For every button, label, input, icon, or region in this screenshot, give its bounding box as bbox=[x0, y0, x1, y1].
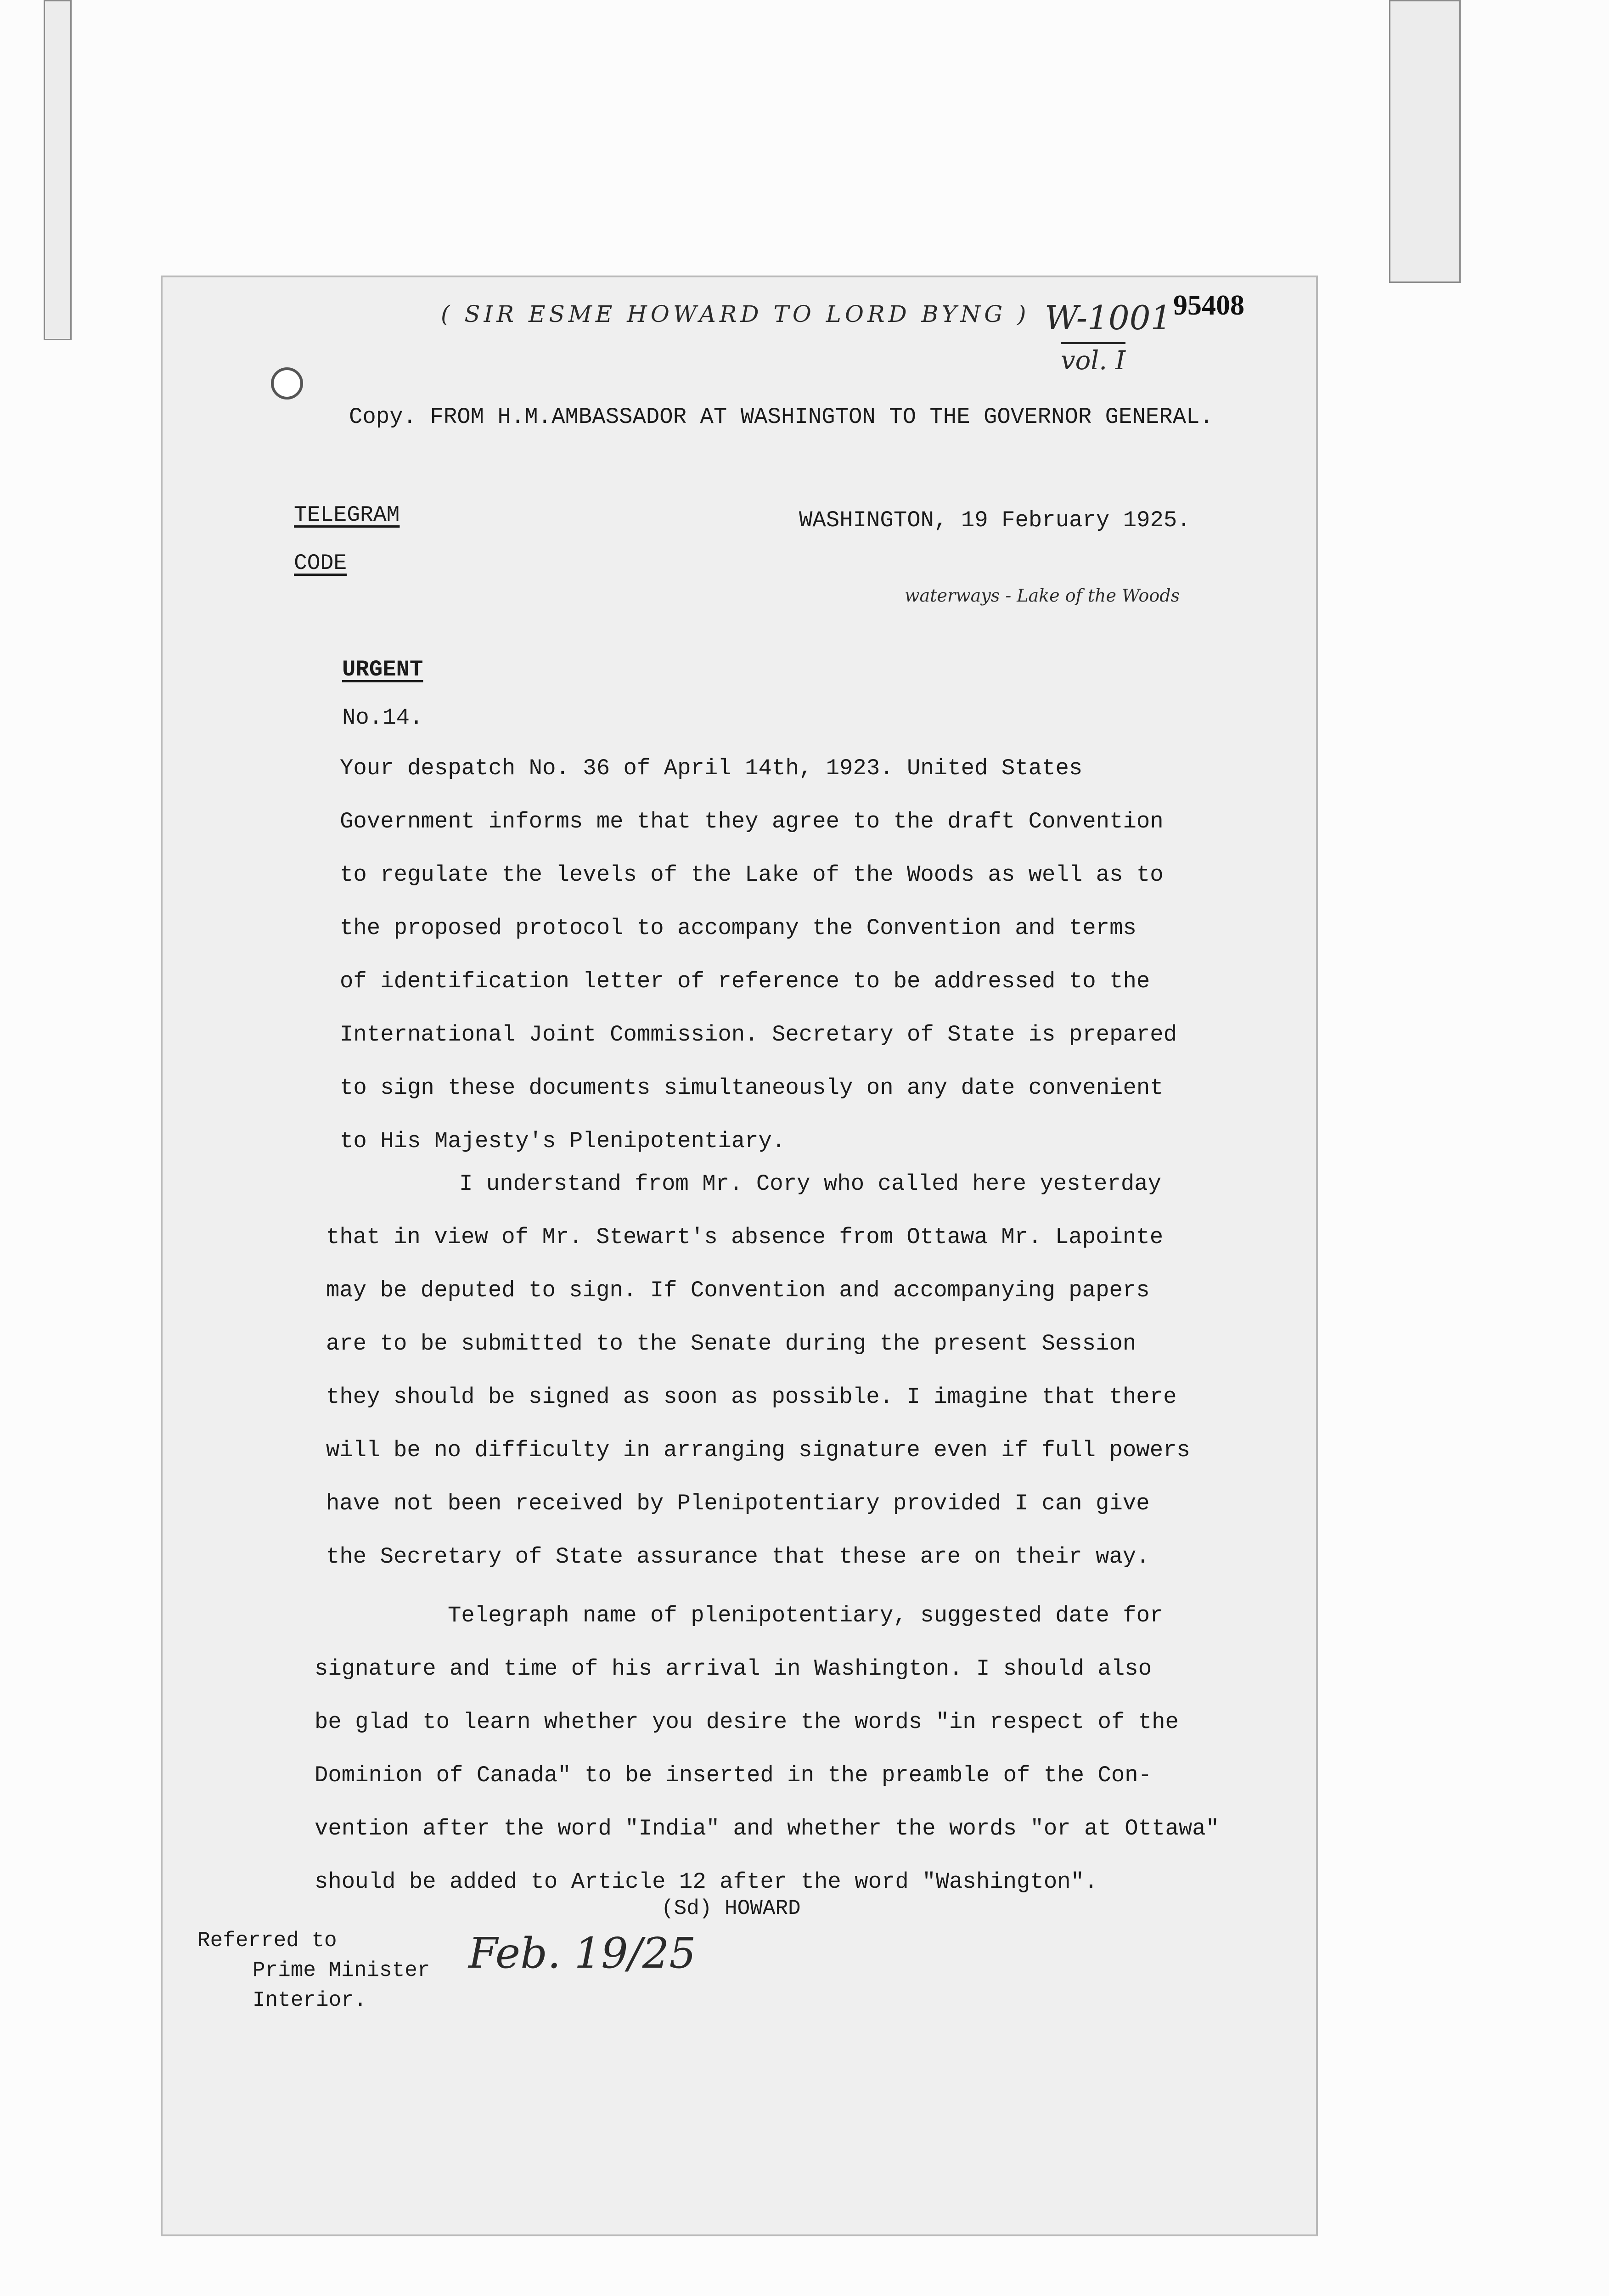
referral-handwritten-date: Feb. 19/25 bbox=[468, 1929, 696, 1978]
paragraph-2-line: I understand from Mr. Cory who called here yesterday bbox=[459, 1171, 1162, 1197]
paragraph-1-line: to sign these documents simultaneously on any date convenient bbox=[340, 1075, 1164, 1101]
paragraph-2-line: that in view of Mr. Stewart's absence from Ottawa Mr. Lapointe bbox=[326, 1224, 1164, 1250]
film-clip-top-left bbox=[44, 0, 72, 340]
file-reference-volume: vol. I bbox=[1061, 342, 1125, 376]
paragraph-1-line: of identification letter of reference to be addressed to the bbox=[340, 968, 1150, 994]
paragraph-2-line: they should be signed as soon as possible. I imagine that there bbox=[326, 1384, 1177, 1410]
urgency-label: URGENT bbox=[342, 657, 423, 682]
paragraph-3 bbox=[315, 1589, 1219, 1908]
paragraph-3-line: be glad to learn whether you desire the words "in respect of the bbox=[315, 1709, 1179, 1735]
paragraph-2 bbox=[326, 1157, 1190, 1583]
paragraph-1-line: Your despatch No. 36 of April 14th, 1923. United States bbox=[340, 755, 1083, 781]
paragraph-1-line: to regulate the levels of the Lake of the Woods as well as to bbox=[340, 862, 1164, 888]
paragraph-2-line: may be deputed to sign. If Convention and accompanying papers bbox=[326, 1277, 1150, 1303]
paragraph-3-line: should be added to Article 12 after the word "Washington". bbox=[315, 1869, 1098, 1895]
paragraph-1-line: the proposed protocol to accompany the Convention and terms bbox=[340, 915, 1136, 941]
file-reference-number: W-1001 bbox=[1045, 298, 1172, 337]
paragraph-2-line: will be no difficulty in arranging signature even if full powers bbox=[326, 1437, 1190, 1463]
signature-line: (Sd) HOWARD bbox=[661, 1896, 801, 1920]
paragraph-3-line: vention after the word "India" and whether the words "or at Ottawa" bbox=[315, 1816, 1220, 1841]
paragraph-2-line: are to be submitted to the Senate during the present Session bbox=[326, 1331, 1136, 1356]
referral-line-3: Interior. bbox=[253, 1988, 367, 2012]
paragraph-2-line: have not been received by Plenipotentiary provided I can give bbox=[326, 1491, 1150, 1516]
paragraph-1-line: to His Majesty's Plenipotentiary. bbox=[340, 1128, 786, 1154]
telegram-number: No.14. bbox=[342, 705, 423, 731]
punch-hole bbox=[271, 367, 303, 400]
referral-line-1: Referred to bbox=[197, 1929, 337, 1953]
subject-handwritten-note: waterways - Lake of the Woods bbox=[905, 585, 1180, 606]
film-clip-top-right bbox=[1389, 0, 1461, 283]
telegram-code-label: CODE bbox=[294, 551, 347, 576]
place-and-date: WASHINGTON, 19 February 1925. bbox=[799, 507, 1191, 533]
referral-line-2: Prime Minister bbox=[253, 1958, 430, 1982]
paragraph-1 bbox=[340, 742, 1177, 1168]
paragraph-1-line: International Joint Commission. Secretary of State is prepared bbox=[340, 1022, 1177, 1047]
handwritten-title-note: ( SIR ESME HOWARD TO LORD BYNG ) bbox=[441, 301, 1030, 327]
paragraph-3-line: signature and time of his arrival in Washington. I should also bbox=[315, 1656, 1152, 1682]
paragraph-1-line: Government informs me that they agree to the draft Convention bbox=[340, 809, 1164, 834]
telegram-type-label: TELEGRAM bbox=[294, 503, 400, 528]
paragraph-2-line: the Secretary of State assurance that these are on their way. bbox=[326, 1544, 1150, 1570]
page-number-stamp: 95408 bbox=[1173, 290, 1244, 321]
telegram-page bbox=[161, 276, 1318, 2236]
paragraph-3-line: Telegraph name of plenipotentiary, suggested date for bbox=[448, 1603, 1164, 1628]
paragraph-3-line: Dominion of Canada" to be inserted in the preamble of the Con- bbox=[315, 1762, 1152, 1788]
telegram-header: Copy. FROM H.M.AMBASSADOR AT WASHINGTON TO THE GOVERNOR GENERAL. bbox=[349, 404, 1213, 430]
